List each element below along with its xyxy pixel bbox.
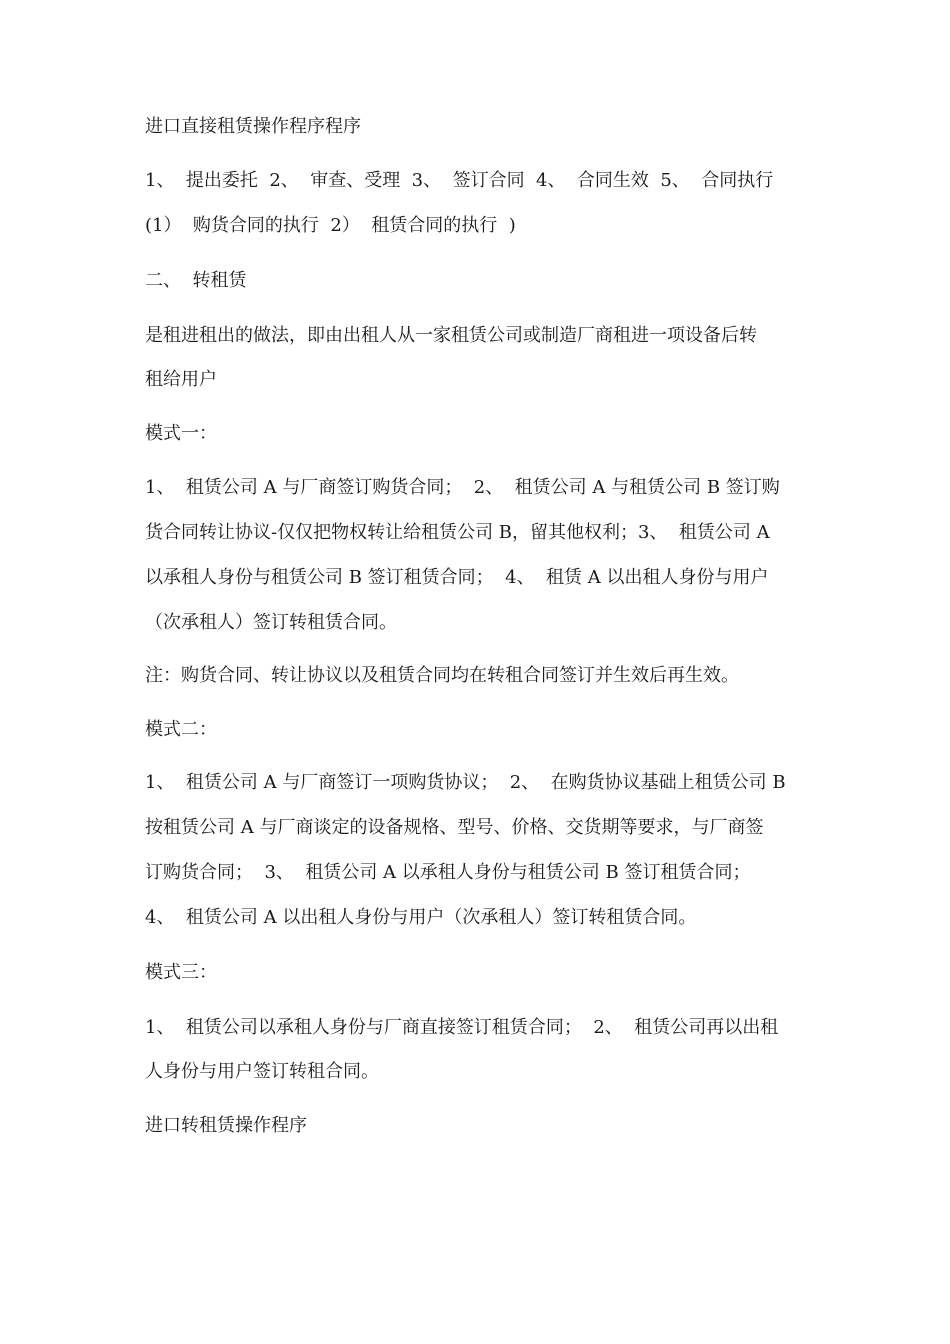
mode-three-line-2: 人身份与用户签订转租合同。 [145,1061,379,1082]
procedure-steps: 1、 提出委托 2、 审查、受理 3、 签订合同 4、 合同生效 5、 合同执行 [145,170,774,191]
section-sublease-heading: 二、 转租赁 [145,270,247,291]
procedure-execution: (1） 购货合同的执行 2） 租赁合同的执行 ) [145,215,516,236]
note-paragraph: 注：购货合同、转让协议以及租赁合同均在转租合同签订并生效后再生效。 [145,665,739,686]
mode-one-heading: 模式一： [145,423,217,444]
sublease-definition-line-2: 租给用户 [145,369,217,390]
mode-two-heading: 模式二： [145,719,217,740]
mode-one-line-1: 1、 租赁公司 A 与厂商签订购货合同； 2、 租赁公司 A 与租赁公司 B 签订购 [145,477,780,498]
heading-direct-lease-procedure: 进口直接租赁操作程序程序 [145,116,361,137]
mode-two-line-4: 4、 租赁公司 A 以出租人身份与用户（次承租人）签订转租赁合同。 [145,907,697,928]
mode-three-line-1: 1、 租赁公司以承租人身份与厂商直接签订租赁合同； 2、 租赁公司再以出租 [145,1017,779,1038]
mode-three-heading: 模式三： [145,962,217,983]
sublease-definition-line-1: 是租进租出的做法，即由出租人从一家租赁公司或制造厂商租进一项设备后转 [145,325,757,346]
mode-two-line-1: 1、 租赁公司 A 与厂商签订一项购货协议； 2、 在购货协议基础上租赁公司 B [145,772,786,793]
heading-sublease-procedure: 进口转租赁操作程序 [145,1115,307,1136]
mode-one-line-4: （次承租人）签订转租赁合同。 [145,612,397,633]
mode-two-line-2: 按租赁公司 A 与厂商谈定的设备规格、型号、价格、交货期等要求，与厂商签 [145,817,764,838]
mode-two-line-3: 订购货合同； 3、 租赁公司 A 以承租人身份与租赁公司 B 签订租赁合同； [145,862,751,883]
mode-one-line-3: 以承租人身份与租赁公司 B 签订租赁合同； 4、 租赁 A 以出租人身份与用户 [145,567,769,588]
mode-one-line-2: 货合同转让协议-仅仅把物权转让给租赁公司 B，留其他权利；3、 租赁公司 A [145,522,770,543]
